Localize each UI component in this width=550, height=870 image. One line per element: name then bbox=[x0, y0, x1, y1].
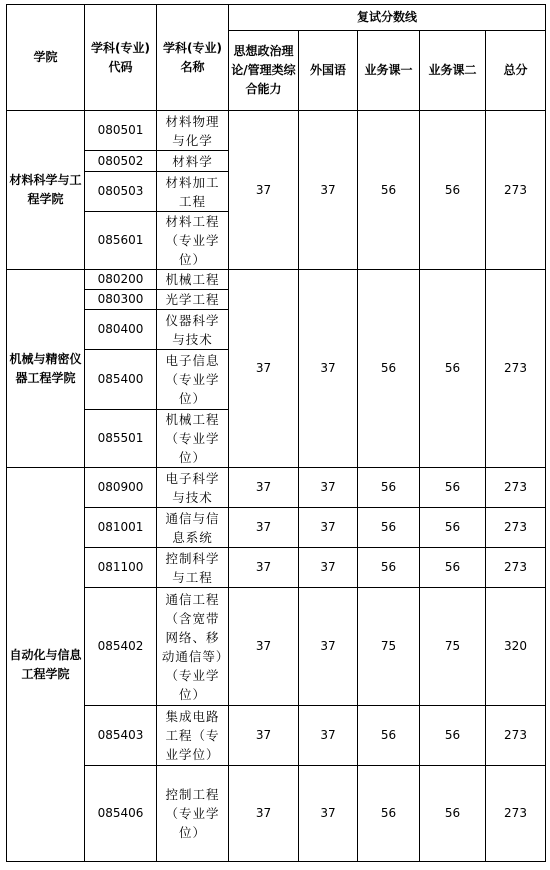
header-course2: 业务课二 bbox=[420, 31, 486, 111]
table-row bbox=[7, 270, 546, 290]
foreign-cell: 37 bbox=[299, 588, 358, 706]
table-row bbox=[7, 588, 546, 706]
foreign-cell: 37 bbox=[299, 766, 358, 862]
course1-cell: 56 bbox=[358, 508, 420, 548]
foreign-cell: 37 bbox=[299, 508, 358, 548]
header-name: 学科(专业)名称 bbox=[157, 5, 229, 111]
course1-cell: 56 bbox=[358, 111, 420, 270]
code-cell: 080300 bbox=[85, 290, 157, 310]
foreign-cell: 37 bbox=[299, 111, 358, 270]
name-cell: 集成电路工程（专业学位） bbox=[157, 706, 229, 766]
politics-cell: 37 bbox=[229, 468, 299, 508]
course1-cell: 56 bbox=[358, 270, 420, 468]
code-cell: 085501 bbox=[85, 410, 157, 468]
code-cell: 081001 bbox=[85, 508, 157, 548]
name-cell: 电子科学与技术 bbox=[157, 468, 229, 508]
politics-cell: 37 bbox=[229, 766, 299, 862]
code-cell: 085402 bbox=[85, 588, 157, 706]
table-row bbox=[7, 766, 546, 862]
total-cell: 273 bbox=[486, 706, 546, 766]
code-cell: 080900 bbox=[85, 468, 157, 508]
name-cell: 控制科学与工程 bbox=[157, 548, 229, 588]
course2-cell: 56 bbox=[420, 706, 486, 766]
code-cell: 085406 bbox=[85, 766, 157, 862]
total-cell: 273 bbox=[486, 270, 546, 468]
foreign-cell: 37 bbox=[299, 706, 358, 766]
total-cell: 273 bbox=[486, 508, 546, 548]
college-cell: 材料科学与工程学院 bbox=[7, 111, 85, 270]
course1-cell: 56 bbox=[358, 706, 420, 766]
header-college: 学院 bbox=[7, 5, 85, 111]
score-table bbox=[6, 4, 546, 862]
name-cell: 材料物理与化学 bbox=[157, 111, 229, 151]
code-cell: 080400 bbox=[85, 310, 157, 350]
politics-cell: 37 bbox=[229, 706, 299, 766]
table-row bbox=[7, 706, 546, 766]
code-cell: 080200 bbox=[85, 270, 157, 290]
code-cell: 080501 bbox=[85, 111, 157, 151]
course2-cell: 56 bbox=[420, 270, 486, 468]
header-course1: 业务课一 bbox=[358, 31, 420, 111]
course2-cell: 56 bbox=[420, 508, 486, 548]
course2-cell: 56 bbox=[420, 111, 486, 270]
header-score-group: 复试分数线 bbox=[229, 5, 546, 31]
name-cell: 仪器科学与技术 bbox=[157, 310, 229, 350]
name-cell: 电子信息（专业学位） bbox=[157, 350, 229, 410]
course1-cell: 56 bbox=[358, 766, 420, 862]
total-cell: 320 bbox=[486, 588, 546, 706]
code-cell: 085400 bbox=[85, 350, 157, 410]
name-cell: 材料加工工程 bbox=[157, 172, 229, 212]
header-code: 学科(专业)代码 bbox=[85, 5, 157, 111]
code-cell: 080503 bbox=[85, 172, 157, 212]
code-cell: 080502 bbox=[85, 151, 157, 172]
course1-cell: 56 bbox=[358, 548, 420, 588]
name-cell: 通信工程（含宽带网络、移动通信等）（专业学位） bbox=[157, 588, 229, 706]
table-row bbox=[7, 111, 546, 151]
code-cell: 081100 bbox=[85, 548, 157, 588]
name-cell: 机械工程 bbox=[157, 270, 229, 290]
total-cell: 273 bbox=[486, 111, 546, 270]
politics-cell: 37 bbox=[229, 508, 299, 548]
name-cell: 通信与信息系统 bbox=[157, 508, 229, 548]
course1-cell: 75 bbox=[358, 588, 420, 706]
total-cell: 273 bbox=[486, 766, 546, 862]
course2-cell: 75 bbox=[420, 588, 486, 706]
total-cell: 273 bbox=[486, 468, 546, 508]
header-politics: 思想政治理论/管理类综合能力 bbox=[229, 31, 299, 111]
header-total: 总分 bbox=[486, 31, 546, 111]
foreign-cell: 37 bbox=[299, 270, 358, 468]
course2-cell: 56 bbox=[420, 766, 486, 862]
table-row bbox=[7, 548, 546, 588]
foreign-cell: 37 bbox=[299, 548, 358, 588]
header-foreign: 外国语 bbox=[299, 31, 358, 111]
politics-cell: 37 bbox=[229, 548, 299, 588]
politics-cell: 37 bbox=[229, 270, 299, 468]
course1-cell: 56 bbox=[358, 468, 420, 508]
name-cell: 光学工程 bbox=[157, 290, 229, 310]
name-cell: 机械工程（专业学位） bbox=[157, 410, 229, 468]
code-cell: 085403 bbox=[85, 706, 157, 766]
politics-cell: 37 bbox=[229, 111, 299, 270]
name-cell: 材料工程（专业学位） bbox=[157, 212, 229, 270]
foreign-cell: 37 bbox=[299, 468, 358, 508]
name-cell: 控制工程（专业学位） bbox=[157, 766, 229, 862]
total-cell: 273 bbox=[486, 548, 546, 588]
table-row bbox=[7, 468, 546, 508]
college-cell: 机械与精密仪器工程学院 bbox=[7, 270, 85, 468]
course2-cell: 56 bbox=[420, 548, 486, 588]
college-cell: 自动化与信息工程学院 bbox=[7, 468, 85, 862]
name-cell: 材料学 bbox=[157, 151, 229, 172]
table-row bbox=[7, 508, 546, 548]
course2-cell: 56 bbox=[420, 468, 486, 508]
politics-cell: 37 bbox=[229, 588, 299, 706]
code-cell: 085601 bbox=[85, 212, 157, 270]
